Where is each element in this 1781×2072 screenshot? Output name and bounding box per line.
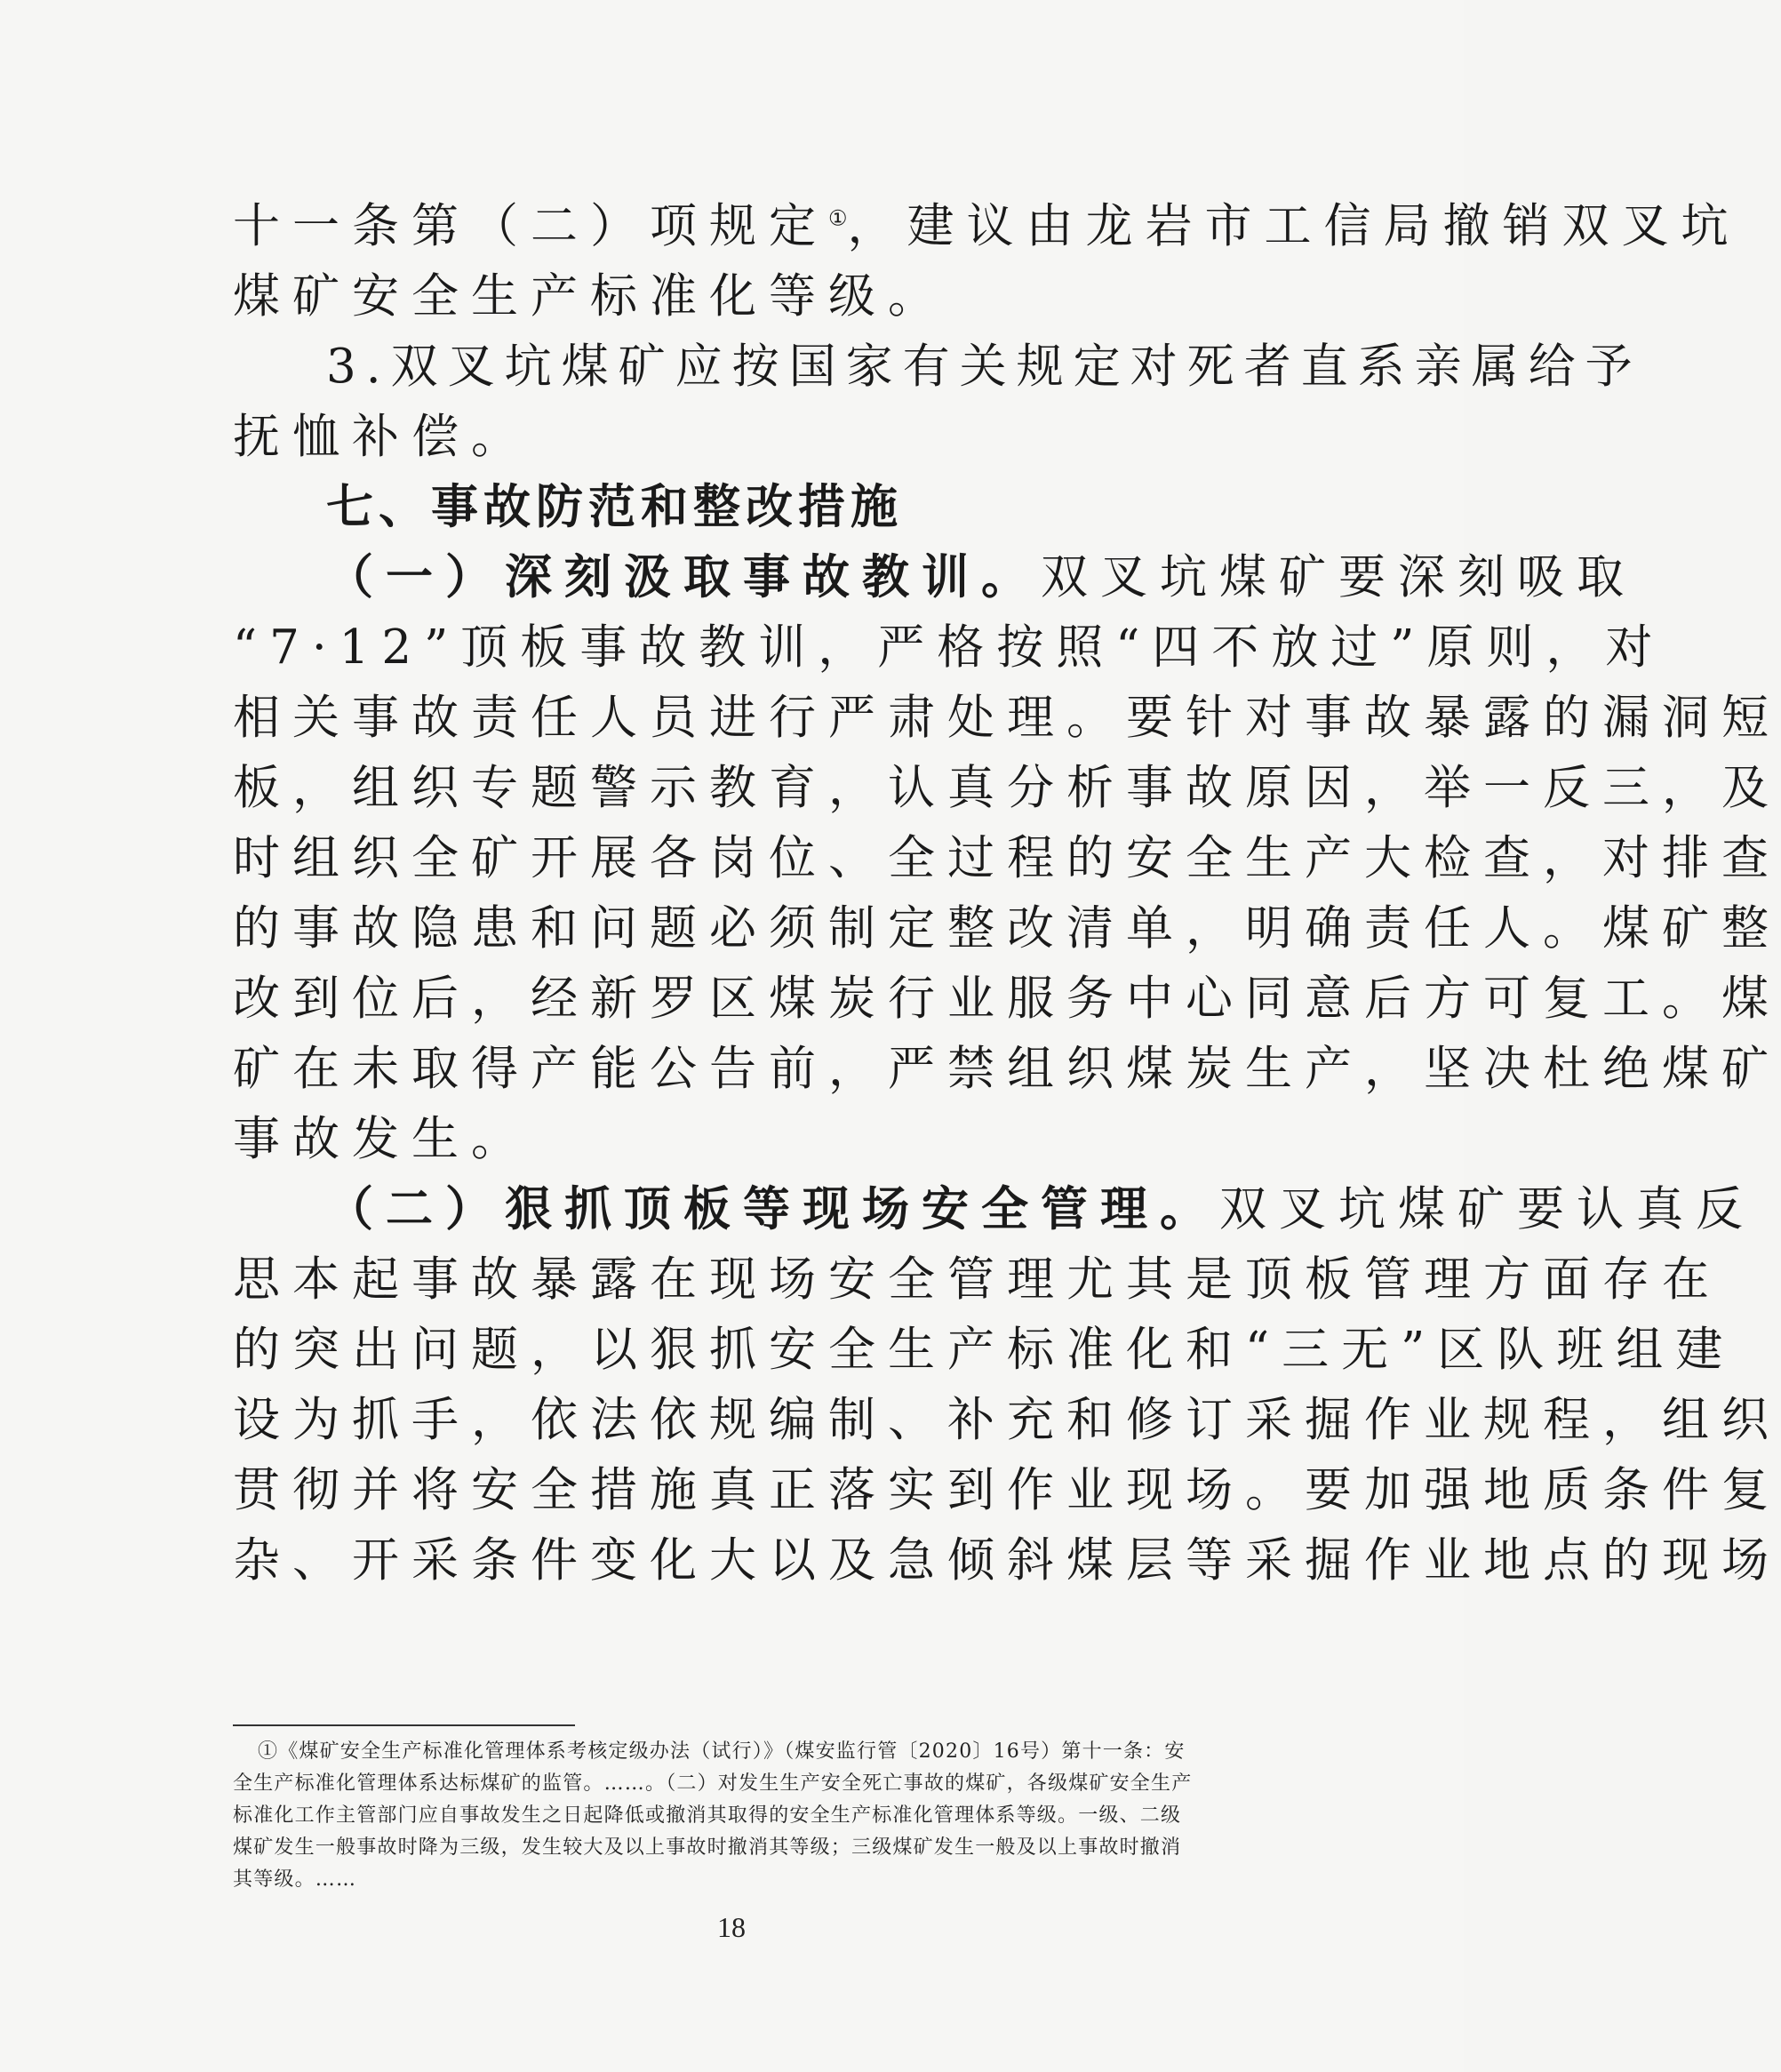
body-line: 抚恤补偿。	[233, 410, 531, 464]
body-line	[326, 1182, 1755, 1236]
body-line: 煤矿安全生产标准化等级。	[233, 269, 947, 324]
body-text: 双叉坑煤矿要深刻吸取	[1041, 550, 1636, 604]
body-line: 相关事故责任人员进行严肃处理。要针对事故暴露的漏洞短	[233, 691, 1781, 745]
body-text: 双叉坑煤矿要认真反	[1219, 1182, 1755, 1236]
footnote-line: 全生产标准化管理体系达标煤矿的监管。……。（二）对发生生产安全死亡事故的煤矿，各级煤矿安全生产	[233, 1772, 1193, 1795]
footnote-separator	[233, 1724, 575, 1726]
subheading: （一）深刻汲取事故教训。	[326, 550, 1041, 604]
body-line: 3.双叉坑煤矿应按国家有关规定对死者直系亲属给予	[326, 340, 1642, 394]
body-line: 的突出问题，以狠抓安全生产标准化和“三无”区队班组建	[233, 1323, 1736, 1377]
body-line: 设为抓手，依法依规编制、补充和修订采掘作业规程，组织	[233, 1393, 1781, 1447]
body-text: ，建议由龙岩市工信局撤销双叉坑	[847, 199, 1741, 253]
body-line: 矿在未取得产能公告前，严禁组织煤炭生产，坚决杜绝煤矿	[233, 1042, 1781, 1096]
body-line	[233, 199, 1741, 253]
section-heading: 七、事故防范和整改措施	[326, 480, 903, 534]
footnote-ref[interactable]: ①	[828, 205, 848, 231]
body-line: 杂、开采条件变化大以及急倾斜煤层等采掘作业地点的现场	[233, 1533, 1781, 1588]
footnote-line: ①《煤矿安全生产标准化管理体系考核定级办法（试行）》（煤安监行管〔2020〕16号）第十一条：安	[258, 1740, 1186, 1763]
footnote-line: 煤矿发生一般事故时降为三级，发生较大及以上事故时撤消其等级；三级煤矿发生一般及以上事故时撤消	[233, 1836, 1182, 1859]
page-number: 18	[717, 1911, 746, 1943]
body-line: 的事故隐患和问题必须制定整改清单，明确责任人。煤矿整	[233, 901, 1781, 956]
body-line: 板，组织专题警示教育，认真分析事故原因，举一反三，及	[233, 761, 1781, 815]
body-line: “7·12”顶板事故教训，严格按照“四不放过”原则，对	[233, 620, 1665, 675]
body-line	[326, 550, 1636, 604]
body-line: 改到位后，经新罗区煤炭行业服务中心同意后方可复工。煤	[233, 972, 1781, 1026]
subheading: （二）狠抓顶板等现场安全管理。	[326, 1182, 1219, 1236]
body-line: 贯彻并将安全措施真正落实到作业现场。要加强地质条件复	[233, 1463, 1781, 1517]
body-line: 时组织全矿开展各岗位、全过程的安全生产大检查，对排查	[233, 831, 1781, 885]
body-text: 十一条第（二）项规定	[233, 199, 828, 253]
footnote-line: 标准化工作主管部门应自事故发生之日起降低或撤消其取得的安全生产标准化管理体系等级。一级、二级	[233, 1804, 1182, 1827]
body-line: 思本起事故暴露在现场安全管理尤其是顶板管理方面存在	[233, 1252, 1721, 1307]
body-line: 事故发生。	[233, 1112, 531, 1166]
footnote-line: 其等级。……	[233, 1868, 357, 1891]
